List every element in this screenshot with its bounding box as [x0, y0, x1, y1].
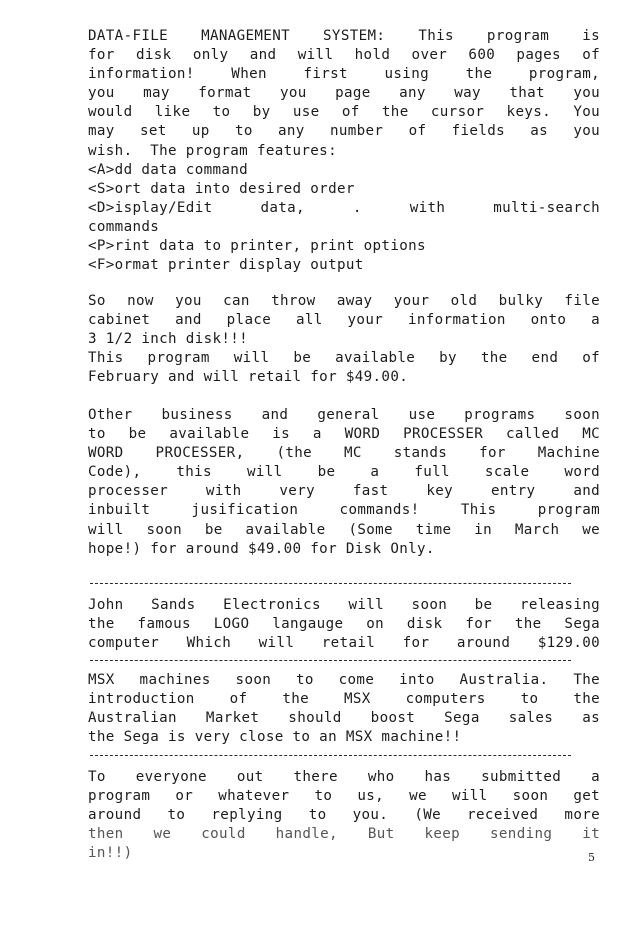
text-line: then we could handle, But keep sending it	[88, 826, 600, 843]
text-line: Australian Market should boost Sega sales as	[88, 710, 600, 727]
text-line: would like to by use of the cursor keys. You	[88, 104, 600, 121]
text-line: wish. The program features:	[88, 142, 337, 159]
text-line: Other business and general use programs soon	[88, 407, 600, 423]
divider-rule	[90, 660, 571, 661]
text-line: To everyone out there who has submitted a	[88, 769, 600, 785]
text-line: introduction of the MSX computers to the	[88, 691, 600, 708]
disk-paragraph	[88, 292, 600, 387]
feature-display-edit: <D>isplay/Edit data, . with multi-search	[88, 199, 600, 216]
text-line: around to replying to you. (We received more	[88, 807, 600, 824]
text-line: 3 1/2 inch disk!!!	[88, 331, 249, 348]
msx-news-item	[88, 671, 600, 747]
text-line: will soon be available (Some time in March we	[88, 521, 600, 538]
text-line: the famous LOGO langauge on disk for the Sega	[88, 616, 600, 633]
feature-format: <F>ormat printer display output	[88, 257, 364, 274]
price-line: February and will retail for $49.00.	[88, 369, 409, 386]
text-line: commands	[88, 218, 160, 235]
text-line: to be available is a WORD PROCESSER called MC	[88, 426, 600, 443]
word-processor-paragraph	[88, 406, 600, 559]
feature-print: <P>rint data to printer, print options	[88, 238, 426, 255]
text-line: This program will be available by the end of	[88, 350, 600, 367]
text-line: hope!) for around $49.00 for Disk Only.	[88, 540, 435, 557]
text-line: may set up to any number of fields as you	[88, 123, 600, 140]
logo-news-item	[88, 596, 600, 653]
text-line: for disk only and will hold over 600 pages of	[88, 47, 600, 64]
closing-paragraph	[88, 768, 600, 863]
text-line: program or whatever to us, we will soon get	[88, 788, 600, 805]
feature-sort: <S>ort data into desired order	[88, 180, 355, 197]
text-line: cabinet and place all your information onto a	[88, 312, 600, 329]
text-line: processer with very fast key entry and	[88, 483, 600, 500]
text-line: inbuilt jusification commands! This program	[88, 502, 600, 519]
text-line: DATA-FILE MANAGEMENT SYSTEM: This program is	[88, 28, 600, 44]
text-line: MSX machines soon to come into Australia. The	[88, 672, 600, 688]
text-line: John Sands Electronics will soon be releasing	[88, 597, 600, 613]
divider-rule	[90, 583, 571, 584]
text-line: Code), this will be a full scale word	[88, 464, 600, 481]
text-line: in!!)	[88, 845, 133, 862]
text-line: WORD PROCESSER, (the MC stands for Machine	[88, 445, 600, 462]
text-line: the Sega is very close to an MSX machine!!	[88, 729, 462, 746]
text-line: you may format you page any way that you	[88, 85, 600, 102]
intro-paragraph	[88, 27, 600, 275]
page-number: 5	[588, 851, 595, 864]
feature-add: <A>dd data command	[88, 161, 249, 178]
text-line: information! When first using the program,	[88, 66, 600, 83]
text-line: computer Which will retail for around $129.00	[88, 635, 600, 652]
text-line: So now you can throw away your old bulky file	[88, 293, 600, 309]
divider-rule	[90, 755, 571, 756]
